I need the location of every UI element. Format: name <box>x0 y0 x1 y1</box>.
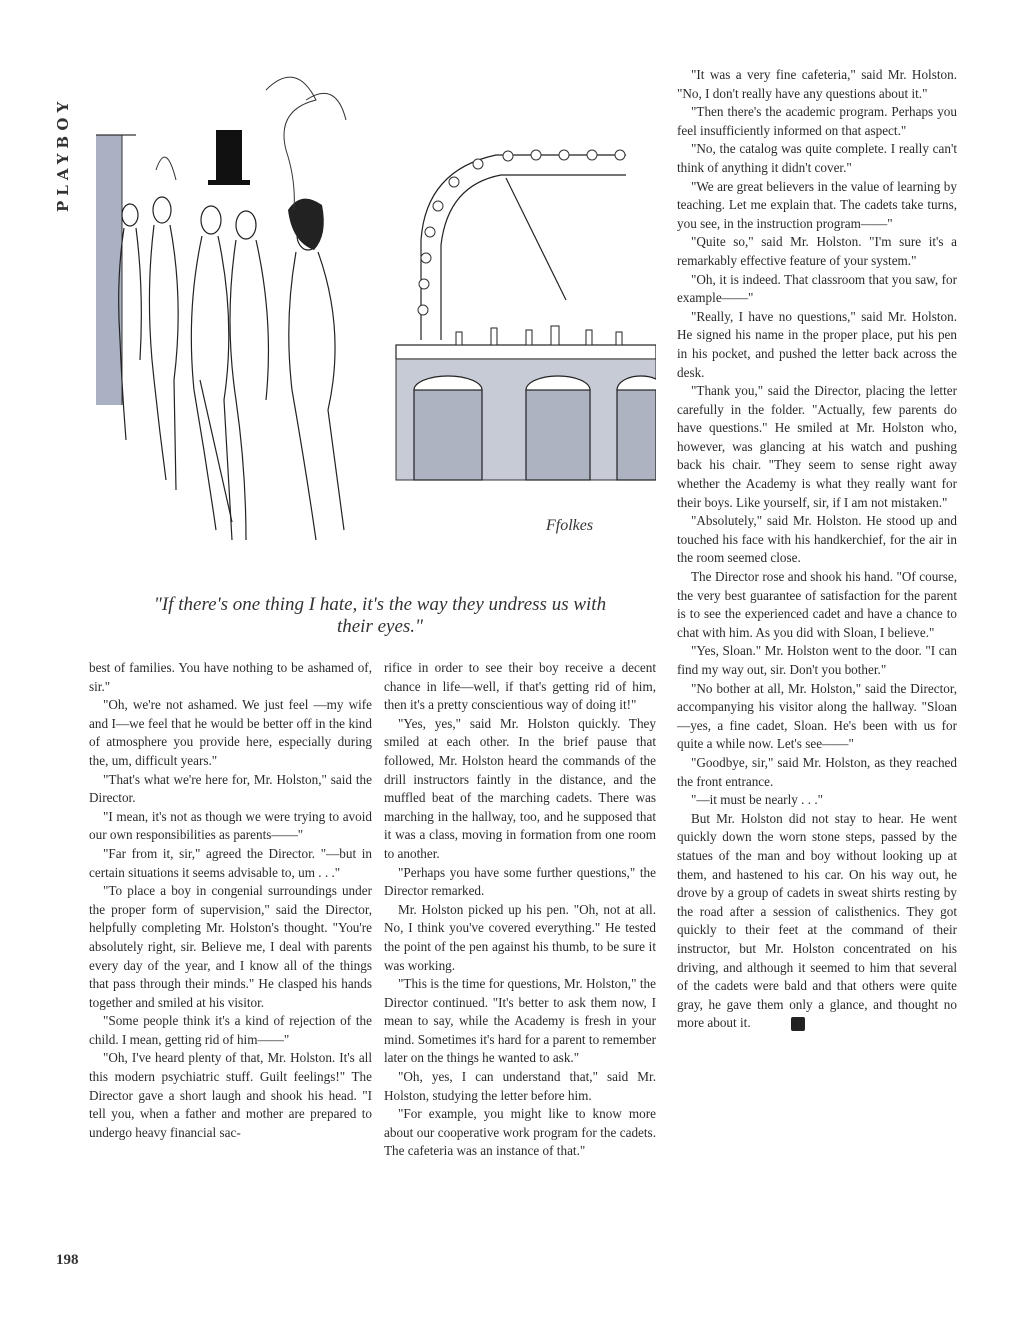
paragraph: "This is the time for questions, Mr. Holston," the Director continued. "It's better to ask them now, I mean to say, while the Academy is fresh in your mind. Sometimes it's hard for a parent to remember later on the things he wanted to ask." <box>384 976 656 1066</box>
paragraph: "Quite so," said Mr. Holston. "I'm sure it's a remarkably effective feature of your system." <box>677 234 957 268</box>
paragraph: "Yes, yes," said Mr. Holston quickly. They smiled at each other. In the brief pause that followed, Mr. Holston heard the commands of the drill instructors faintly in the distance, and the muffled beat of the marching cadets. There was marching in the hallway, too, and he supposed that it was a class, moving in formation from one room to another. <box>384 715 656 861</box>
paragraph: "Perhaps you have some further questions," the Director remarked. <box>384 864 656 899</box>
text-column-1 <box>89 659 372 1142</box>
paragraph: "Oh, I've heard plenty of that, Mr. Holston. It's all this modern psychiatric stuff. Guilt feelings!" The Director gave a short laugh and shook his head. "I tell you, when a father and mother are prepared to undergo heavy financial sac- <box>89 1050 372 1140</box>
paragraph: Mr. Holston picked up his pen. "Oh, not at all. No, I think you've covered everything." He tested the point of the pen against his thumb, to be sure it was working. <box>384 901 656 973</box>
paragraph: "For example, you might like to know more about our cooperative work program for the cadets. The cafeteria was an instance of that." <box>384 1106 656 1159</box>
page-number: 198 <box>56 1252 79 1268</box>
paragraph: The Director rose and shook his hand. "Of course, the very best guarantee of satisfaction for the parent is to see the experienced cadet and have a chance to chat with him. As you did with Sloan, I believe." <box>677 569 957 640</box>
paragraph: "That's what we're here for, Mr. Holston," said the Director. <box>89 771 372 806</box>
paragraph: "No bother at all, Mr. Holston," said the Director, accompanying his visitor along the hallway. "Sloan—yes, a fine cadet, Sloan. He's been with us for quite a while now. Let's see——" <box>677 680 957 752</box>
paragraph: "Thank you," said the Director, placing the letter carefully in the folder. "Actually, few parents do have questions." He smiled at Mr. Holston who, however, was glancing at his watch and pushing back his chair. "They seem to sense right away whether the Academy is what they really want for their boys. Like yourself, sir, if I am not mistaken." <box>677 383 957 510</box>
paragraph: "Really, I have no questions," said Mr. Holston. He signed his name in the proper place, put his pen in his pocket, and pushed the letter back across the desk. <box>677 308 957 380</box>
cartoon-illustration <box>96 60 656 580</box>
paragraph: "Absolutely," said Mr. Holston. He stood up and touched his face with his handkerchief, for the air in the room seemed close. <box>677 513 957 566</box>
paragraph: "Goodbye, sir," said Mr. Holston, as they reached the front entrance. <box>677 754 957 789</box>
paragraph: "Some people think it's a kind of rejection of the child. I mean, getting rid of him——" <box>89 1013 372 1047</box>
paragraph: But Mr. Holston did not stay to hear. He went quickly down the worn stone steps, passed by the statues of the man and boy without looking up at them, and hastened to his car. On his way out, he drove by a group of cadets in sweat shirts resting by the road after a session of calisthenics. They got quickly to their feet at the command of their instructor, but Mr. Holston concentrated on his driving, and although it seemed to him that several of the cadets were bald and that others were quite gray, he gave them only a glance, and thought no more about it. ♦ <box>677 810 957 1031</box>
paragraph: "—it must be nearly . . ." <box>691 792 823 808</box>
paragraph: "No, the catalog was quite complete. I really can't think of anything it didn't cover." <box>677 141 957 175</box>
paragraph: best of families. You have nothing to be ashamed of, sir." <box>89 660 372 694</box>
paragraph: "Oh, it is indeed. That classroom that you saw, for example——" <box>677 271 957 306</box>
paragraph: "Then there's the academic program. Perhaps you feel insufficiently informed on that aspect." <box>677 104 957 138</box>
cartoon-caption: "If there's one thing I hate, it's the way they undress us with their eyes." <box>153 594 607 637</box>
cartoon-signature: Ffolkes <box>546 517 594 534</box>
paragraph: "Oh, we're not ashamed. We just feel —my wife and I—we feel that he would be better off in the kind of atmosphere you provide here, especially during the, um, difficult years." <box>89 697 372 768</box>
text-column-2 <box>384 659 656 1161</box>
paragraph: "Far from it, sir," agreed the Director. "—but in certain situations it seems advisable to, um . . ." <box>89 845 372 880</box>
paragraph: "Oh, yes, I can understand that," said Mr. Holston, studying the letter before him. <box>384 1069 656 1103</box>
bunny-icon: ♦ <box>791 1017 805 1031</box>
paragraph: rifice in order to see their boy receive a decent chance in life—well, if that's getting rid of him, then it's a pretty conscientious way of doing it!" <box>384 660 656 713</box>
paragraph: "It was a very fine cafeteria," said Mr. Holston. "No, I don't really have any questions about it." <box>677 67 957 101</box>
masthead-text: PLAYBOY <box>54 96 72 212</box>
paragraph: "To place a boy in congenial surroundings under the proper form of supervision," said the Director, helpfully completing Mr. Holston's thought. "You're absolutely right, sir. Believe me, I deal with parents every day of the year, and I know all of the things that pass through their minds." He clasped his hands together and smiled at his visitor. <box>89 883 372 1010</box>
paragraph: "I mean, it's not as though we were trying to avoid our own responsibilities as parents——" <box>89 808 372 843</box>
text-column-3 <box>677 66 957 1033</box>
paragraph: "Yes, Sloan." Mr. Holston went to the door. "I can find my way out, sir. Don't you bother." <box>677 643 957 677</box>
paragraph: "We are great believers in the value of learning by teaching. Let me explain that. The cadets take turns, you see, in the instruction program——" <box>677 178 957 231</box>
masthead <box>50 62 78 222</box>
